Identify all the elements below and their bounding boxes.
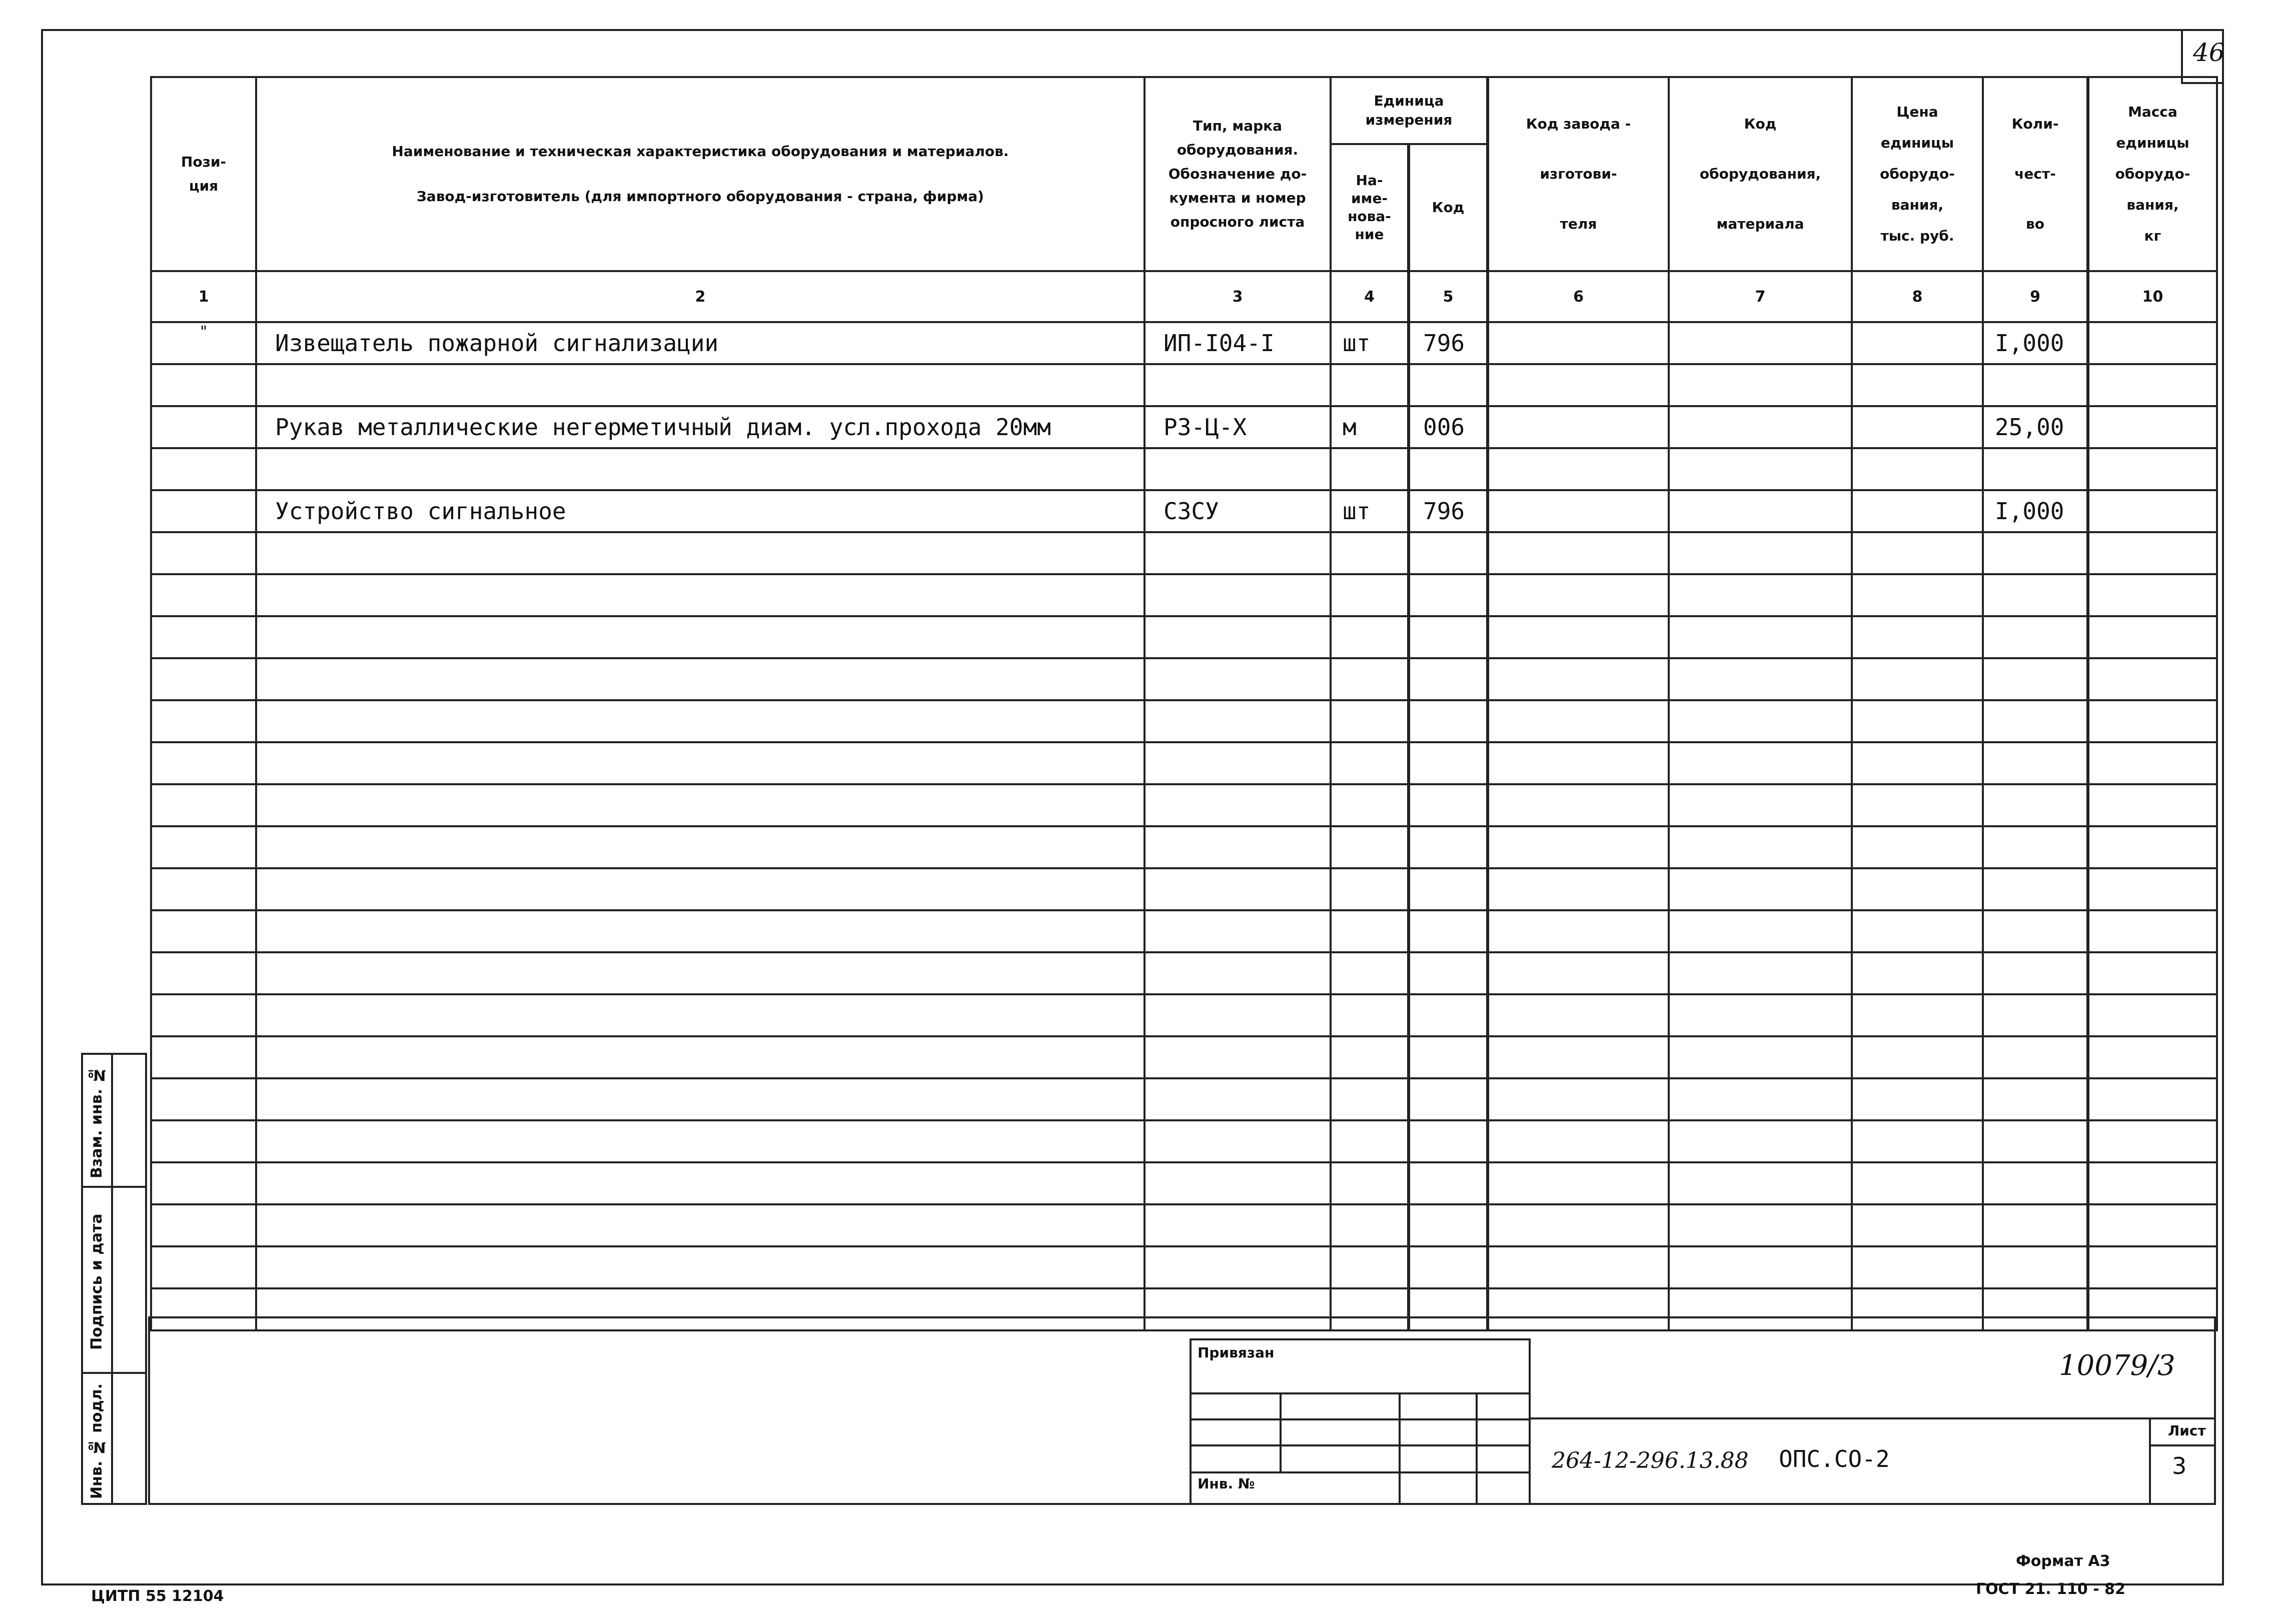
- table-row: [151, 364, 2217, 406]
- cell-mass: [2088, 910, 2217, 952]
- cell-equipment-code: [1669, 784, 1852, 826]
- header-unit-group: Единица измерения: [1331, 77, 1488, 144]
- cell-equipment-code: [1669, 616, 1852, 658]
- cell-price: [1852, 1162, 1983, 1204]
- cell-unit: [1331, 994, 1409, 1036]
- cell-unit: [1331, 448, 1409, 490]
- cell-equipment-code: [1669, 994, 1852, 1036]
- cell-unit-code: 796: [1409, 490, 1488, 532]
- cell-manufacturer-code: [1488, 574, 1669, 616]
- table-row: [151, 658, 2217, 700]
- cell-quantity: [1983, 658, 2088, 700]
- side-box-podpis: [81, 1186, 147, 1374]
- cell-name: [256, 784, 1145, 826]
- cell-name: [256, 1246, 1145, 1288]
- cell-type: [1145, 364, 1331, 406]
- header-type: Тип, марка оборудования. Обозначение до- кумента и номер опросного листа: [1145, 77, 1331, 271]
- cell-unit: [1331, 826, 1409, 868]
- doc-code: ОПС.СО-2: [1779, 1445, 1890, 1472]
- cell-price: [1852, 364, 1983, 406]
- cell-mass: [2088, 868, 2217, 910]
- cell-mass: [2088, 322, 2217, 364]
- cell-equipment-code: [1669, 826, 1852, 868]
- cell-name: [256, 826, 1145, 868]
- table-row: [151, 490, 2217, 532]
- cell-type: [1145, 574, 1331, 616]
- cell-price: [1852, 1078, 1983, 1120]
- cell-manufacturer-code: [1488, 532, 1669, 574]
- cell-name: [256, 994, 1145, 1036]
- cell-position: [151, 910, 256, 952]
- cell-manufacturer-code: [1488, 448, 1669, 490]
- table-row: [151, 1078, 2217, 1120]
- cell-manufacturer-code: [1488, 364, 1669, 406]
- cell-unit-code: [1409, 742, 1488, 784]
- cell-mass: [2088, 1078, 2217, 1120]
- cell-quantity: [1983, 574, 2088, 616]
- cell-name: [256, 616, 1145, 658]
- header-name: Наименование и техническая характеристика оборудования и материалов. Завод-изготовитель (для импортного оборудования - страна, фирма): [256, 77, 1145, 271]
- specification-table: [150, 76, 2218, 1331]
- cell-price: [1852, 448, 1983, 490]
- cell-unit-code: [1409, 910, 1488, 952]
- cell-equipment-code: [1669, 952, 1852, 994]
- cell-mass: [2088, 658, 2217, 700]
- cell-quantity: I,000: [1983, 322, 2088, 364]
- cell-quantity: [1983, 1120, 2088, 1162]
- cell-mass: [2088, 616, 2217, 658]
- colnum: 7: [1669, 271, 1852, 322]
- cell-manufacturer-code: [1488, 1120, 1669, 1162]
- cell-unit: [1331, 364, 1409, 406]
- cell-type: [1145, 1246, 1331, 1288]
- cell-name: [256, 1162, 1145, 1204]
- cell-name: [256, 1078, 1145, 1120]
- cell-position: [151, 364, 256, 406]
- sheet-label: Лист: [2168, 1422, 2206, 1439]
- cell-manufacturer-code: [1488, 952, 1669, 994]
- cell-manufacturer-code: [1488, 1036, 1669, 1078]
- cell-equipment-code: [1669, 1204, 1852, 1246]
- footer-format: Формат А3: [2016, 1552, 2110, 1570]
- cell-quantity: [1983, 994, 2088, 1036]
- cell-equipment-code: [1669, 532, 1852, 574]
- cell-mass: [2088, 742, 2217, 784]
- cell-unit: [1331, 616, 1409, 658]
- cell-position: [151, 532, 256, 574]
- cell-position: [151, 406, 256, 448]
- cell-quantity: [1983, 700, 2088, 742]
- title-block: [148, 1316, 2216, 1505]
- cell-quantity: [1983, 532, 2088, 574]
- table-row: [151, 406, 2217, 448]
- cell-type: [1145, 784, 1331, 826]
- cell-equipment-code: [1669, 1078, 1852, 1120]
- table-row: [151, 826, 2217, 868]
- cell-mass: [2088, 448, 2217, 490]
- cell-equipment-code: [1669, 700, 1852, 742]
- cell-manufacturer-code: [1488, 742, 1669, 784]
- cell-quantity: I,000: [1983, 490, 2088, 532]
- table-row: [151, 952, 2217, 994]
- cell-unit: [1331, 742, 1409, 784]
- cell-price: [1852, 574, 1983, 616]
- doc-code-hand: 264-12-296.13.88: [1552, 1448, 1749, 1473]
- header-row-top: [151, 77, 2217, 144]
- cell-position: [151, 952, 256, 994]
- cell-unit-code: [1409, 826, 1488, 868]
- header-unit-name: На- име- нова- ние: [1331, 144, 1409, 271]
- side-label-podpis: Подпись и дата: [88, 1213, 106, 1350]
- sheet-box: [2149, 1417, 2216, 1505]
- cell-quantity: [1983, 868, 2088, 910]
- cell-price: [1852, 994, 1983, 1036]
- side-label-inv: Инв. № подл.: [88, 1383, 106, 1499]
- cell-price: [1852, 784, 1983, 826]
- cell-position: [151, 1246, 256, 1288]
- cell-unit-code: [1409, 1246, 1488, 1288]
- cell-quantity: [1983, 1036, 2088, 1078]
- cell-name: Извещатель пожарной сигнализации: [256, 322, 1145, 364]
- cell-manufacturer-code: [1488, 1162, 1669, 1204]
- cell-unit-code: [1409, 868, 1488, 910]
- cell-type: [1145, 742, 1331, 784]
- cell-price: [1852, 322, 1983, 364]
- header-unit-code: Код: [1409, 144, 1488, 271]
- cell-name: [256, 364, 1145, 406]
- cell-type: [1145, 616, 1331, 658]
- cell-mass: [2088, 1162, 2217, 1204]
- cell-equipment-code: [1669, 490, 1852, 532]
- cell-quantity: [1983, 826, 2088, 868]
- cell-unit: [1331, 784, 1409, 826]
- cell-price: [1852, 532, 1983, 574]
- cell-price: [1852, 490, 1983, 532]
- cell-type: [1145, 1204, 1331, 1246]
- cell-mass: [2088, 574, 2217, 616]
- cell-mass: [2088, 490, 2217, 532]
- header-mass: Масса единицы оборудо- вания, кг: [2088, 77, 2217, 271]
- cell-equipment-code: [1669, 1036, 1852, 1078]
- header-quantity: Коли- чест- во: [1983, 77, 2088, 271]
- cell-name: [256, 1036, 1145, 1078]
- cell-position: [151, 742, 256, 784]
- cell-quantity: [1983, 910, 2088, 952]
- table-row: [151, 700, 2217, 742]
- side-box-inv: [81, 1372, 147, 1505]
- column-number-row: [151, 271, 2217, 322]
- cell-type: СЗСУ: [1145, 490, 1331, 532]
- cell-mass: [2088, 826, 2217, 868]
- table-row: [151, 910, 2217, 952]
- cell-position: [151, 1036, 256, 1078]
- table-row: [151, 868, 2217, 910]
- cell-unit: [1331, 952, 1409, 994]
- cell-unit-code: [1409, 1036, 1488, 1078]
- cell-equipment-code: [1669, 406, 1852, 448]
- cell-equipment-code: [1669, 1162, 1852, 1204]
- table-row: [151, 1162, 2217, 1204]
- cell-manufacturer-code: [1488, 700, 1669, 742]
- cell-unit: [1331, 658, 1409, 700]
- cell-manufacturer-code: [1488, 868, 1669, 910]
- cell-manufacturer-code: [1488, 784, 1669, 826]
- cell-name: Устройство сигнальное: [256, 490, 1145, 532]
- colnum: 6: [1488, 271, 1669, 322]
- cell-position: [151, 1204, 256, 1246]
- side-label-vzam: Взам. инв. №: [88, 1066, 106, 1179]
- colnum: 3: [1145, 271, 1331, 322]
- cell-position: [151, 700, 256, 742]
- cell-mass: [2088, 532, 2217, 574]
- cell-equipment-code: [1669, 322, 1852, 364]
- cell-position: [151, 574, 256, 616]
- table-row: [151, 322, 2217, 364]
- handwritten-number: 10079/3: [2059, 1349, 2175, 1382]
- cell-equipment-code: [1669, 868, 1852, 910]
- colnum: 8: [1852, 271, 1983, 322]
- table-row: [151, 532, 2217, 574]
- table-row: [151, 1120, 2217, 1162]
- table-row: [151, 994, 2217, 1036]
- cell-unit-code: [1409, 1120, 1488, 1162]
- cell-name: [256, 742, 1145, 784]
- doc-code-divider: [1531, 1417, 2216, 1419]
- cell-mass: [2088, 364, 2217, 406]
- cell-type: [1145, 448, 1331, 490]
- cell-quantity: [1983, 448, 2088, 490]
- cell-mass: [2088, 1036, 2217, 1078]
- cell-price: [1852, 700, 1983, 742]
- cell-manufacturer-code: [1488, 616, 1669, 658]
- cell-position: [151, 658, 256, 700]
- cell-price: [1852, 616, 1983, 658]
- cell-position: [151, 826, 256, 868]
- cell-unit-code: [1409, 700, 1488, 742]
- cell-name: [256, 532, 1145, 574]
- cell-unit-code: [1409, 994, 1488, 1036]
- cell-unit-code: [1409, 784, 1488, 826]
- cell-unit: [1331, 1246, 1409, 1288]
- cell-price: [1852, 868, 1983, 910]
- table-row: [151, 1246, 2217, 1288]
- privyazan-box: [1190, 1338, 1531, 1505]
- cell-equipment-code: [1669, 742, 1852, 784]
- cell-mass: [2088, 1120, 2217, 1162]
- cell-quantity: [1983, 784, 2088, 826]
- cell-price: [1852, 952, 1983, 994]
- cell-type: [1145, 910, 1331, 952]
- cell-position: [151, 616, 256, 658]
- privyazan-label: Привязан: [1198, 1344, 1275, 1361]
- cell-mass: [2088, 784, 2217, 826]
- cell-unit-code: [1409, 448, 1488, 490]
- cell-unit: [1331, 574, 1409, 616]
- cell-equipment-code: [1669, 910, 1852, 952]
- cell-quantity: [1983, 1078, 2088, 1120]
- cell-type: [1145, 1078, 1331, 1120]
- cell-name: [256, 952, 1145, 994]
- cell-type: [1145, 1036, 1331, 1078]
- header-equipment-code: Код оборудования, материала: [1669, 77, 1852, 271]
- cell-name: [256, 448, 1145, 490]
- cell-unit-code: 796: [1409, 322, 1488, 364]
- cell-position: [151, 1162, 256, 1204]
- table-row: [151, 1204, 2217, 1246]
- cell-type: ИП-I04-I: [1145, 322, 1331, 364]
- cell-unit: [1331, 868, 1409, 910]
- page-number: 46: [2193, 38, 2225, 67]
- cell-position: [151, 448, 256, 490]
- cell-name: [256, 1120, 1145, 1162]
- cell-price: [1852, 1120, 1983, 1162]
- cell-manufacturer-code: [1488, 1204, 1669, 1246]
- cell-quantity: [1983, 1162, 2088, 1204]
- cell-name: Рукав металлические негерметичный диам. усл.прохода 20мм: [256, 406, 1145, 448]
- cell-manufacturer-code: [1488, 910, 1669, 952]
- table-row: [151, 742, 2217, 784]
- cell-name: [256, 1204, 1145, 1246]
- header-manufacturer-code: Код завода - изготови- теля: [1488, 77, 1669, 271]
- cell-unit-code: [1409, 364, 1488, 406]
- cell-equipment-code: [1669, 658, 1852, 700]
- cell-unit-code: 006: [1409, 406, 1488, 448]
- cell-unit: [1331, 1162, 1409, 1204]
- colnum: 9: [1983, 271, 2088, 322]
- cell-quantity: [1983, 952, 2088, 994]
- cell-manufacturer-code: [1488, 994, 1669, 1036]
- cell-quantity: [1983, 1204, 2088, 1246]
- cell-unit-code: [1409, 574, 1488, 616]
- cell-unit-code: [1409, 1078, 1488, 1120]
- cell-type: [1145, 1162, 1331, 1204]
- cell-unit: [1331, 1036, 1409, 1078]
- cell-position: [151, 868, 256, 910]
- cell-mass: [2088, 1246, 2217, 1288]
- inv-no-label: Инв. №: [1198, 1475, 1255, 1492]
- header-position: Пози- ция: [151, 77, 256, 271]
- cell-mass: [2088, 700, 2217, 742]
- colnum: 1: [151, 271, 256, 322]
- cell-unit-code: [1409, 1204, 1488, 1246]
- table-row: [151, 448, 2217, 490]
- cell-unit: шт: [1331, 490, 1409, 532]
- cell-price: [1852, 658, 1983, 700]
- table-body: [151, 322, 2217, 1330]
- cell-unit: шт: [1331, 322, 1409, 364]
- cell-equipment-code: [1669, 1120, 1852, 1162]
- cell-manufacturer-code: [1488, 658, 1669, 700]
- cell-unit-code: [1409, 658, 1488, 700]
- cell-unit: [1331, 1120, 1409, 1162]
- cell-position: [151, 490, 256, 532]
- cell-equipment-code: [1669, 448, 1852, 490]
- cell-type: [1145, 700, 1331, 742]
- table-row: [151, 616, 2217, 658]
- cell-price: [1852, 1204, 1983, 1246]
- footer-left: ЦИТП 55 12104: [91, 1587, 224, 1605]
- cell-manufacturer-code: [1488, 322, 1669, 364]
- cell-name: [256, 910, 1145, 952]
- cell-type: РЗ-Ц-Х: [1145, 406, 1331, 448]
- colnum: 5: [1409, 271, 1488, 322]
- cell-equipment-code: [1669, 364, 1852, 406]
- header-price: Цена единицы оборудо- вания, тыс. руб.: [1852, 77, 1983, 271]
- cell-name: [256, 868, 1145, 910]
- cell-quantity: [1983, 364, 2088, 406]
- table-row: [151, 574, 2217, 616]
- cell-price: [1852, 742, 1983, 784]
- cell-type: [1145, 994, 1331, 1036]
- cell-position: [151, 1120, 256, 1162]
- cell-mass: [2088, 406, 2217, 448]
- cell-name: [256, 700, 1145, 742]
- cell-type: [1145, 826, 1331, 868]
- cell-unit-code: [1409, 532, 1488, 574]
- table-row: [151, 784, 2217, 826]
- cell-type: [1145, 1120, 1331, 1162]
- cell-unit-code: [1409, 952, 1488, 994]
- cell-manufacturer-code: [1488, 1078, 1669, 1120]
- cell-mass: [2088, 952, 2217, 994]
- sheet-number: 3: [2172, 1452, 2187, 1479]
- cell-equipment-code: [1669, 574, 1852, 616]
- cell-quantity: 25,00: [1983, 406, 2088, 448]
- cell-quantity: [1983, 1246, 2088, 1288]
- cell-type: [1145, 868, 1331, 910]
- cell-unit: [1331, 700, 1409, 742]
- cell-price: [1852, 1036, 1983, 1078]
- cell-type: [1145, 952, 1331, 994]
- cell-mass: [2088, 994, 2217, 1036]
- footer-gost: ГОСТ 21. 110 - 82: [1976, 1580, 2125, 1598]
- cell-unit-code: [1409, 616, 1488, 658]
- cell-position: [151, 1078, 256, 1120]
- cell-mass: [2088, 1204, 2217, 1246]
- cell-position: ": [151, 322, 256, 364]
- cell-name: [256, 658, 1145, 700]
- cell-manufacturer-code: [1488, 490, 1669, 532]
- colnum: 10: [2088, 271, 2217, 322]
- cell-quantity: [1983, 742, 2088, 784]
- cell-unit: [1331, 532, 1409, 574]
- cell-unit: [1331, 910, 1409, 952]
- cell-price: [1852, 1246, 1983, 1288]
- cell-unit-code: [1409, 1162, 1488, 1204]
- cell-quantity: [1983, 616, 2088, 658]
- colnum: 2: [256, 271, 1145, 322]
- cell-type: [1145, 658, 1331, 700]
- cell-unit: [1331, 1078, 1409, 1120]
- cell-type: [1145, 532, 1331, 574]
- cell-price: [1852, 910, 1983, 952]
- cell-manufacturer-code: [1488, 826, 1669, 868]
- table-row: [151, 1036, 2217, 1078]
- cell-price: [1852, 826, 1983, 868]
- colnum: 4: [1331, 271, 1409, 322]
- cell-unit: м: [1331, 406, 1409, 448]
- cell-manufacturer-code: [1488, 406, 1669, 448]
- cell-unit: [1331, 1204, 1409, 1246]
- cell-equipment-code: [1669, 1246, 1852, 1288]
- cell-manufacturer-code: [1488, 1246, 1669, 1288]
- cell-name: [256, 574, 1145, 616]
- cell-position: [151, 784, 256, 826]
- side-box-vzam: [81, 1053, 147, 1188]
- cell-price: [1852, 406, 1983, 448]
- cell-position: [151, 994, 256, 1036]
